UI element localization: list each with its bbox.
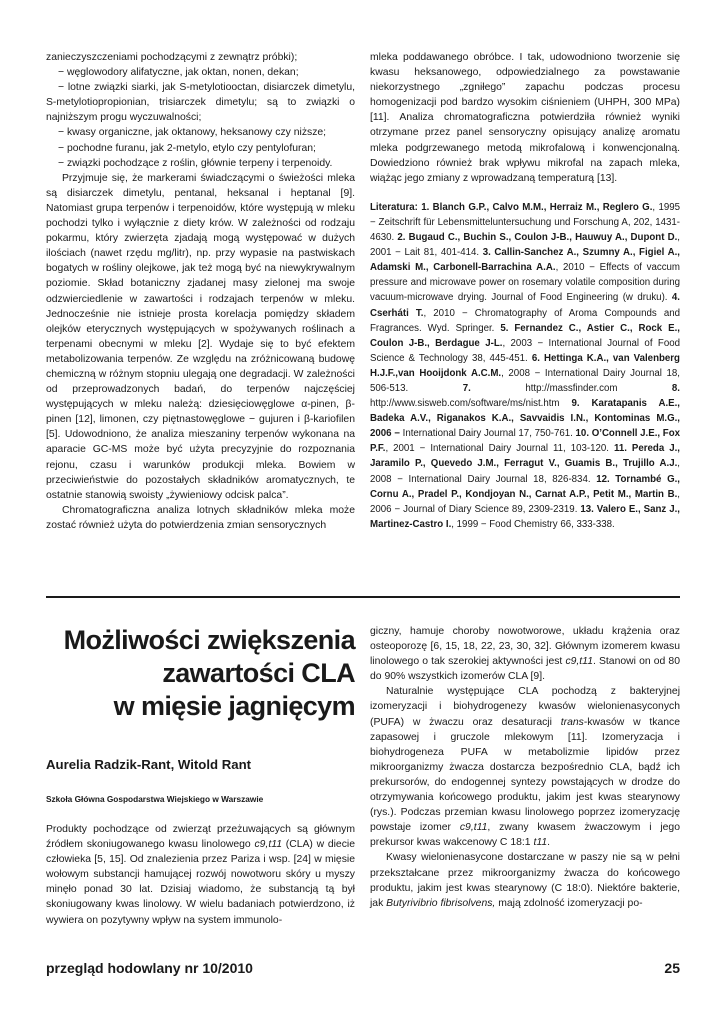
text: Naturalnie występujące CLA pochodzą z bakteryjnej izomeryzacji i biohydrogenezy kwasów wielonienasyconych (PUFA) w żwaczu oraz desaturacji [370, 686, 680, 728]
paragraph: mleka poddawanego obróbce. I tak, udowodniono tworzenie się kwasu heksanowego, odpowiedzialnego za powstawanie niekorzystnego „zgniłego” zapachu podczas procesu homogenizacji pod bardzo wysokim ciśnieniem (UHPH, 300 MPa) [11]. Analiza chromatograficzna potwierdziła również wyniki otrzymane przez panel sensoryczny opisujący analizę aromatu mleka podgrzewanego metodą mikrofalową i konwencjonalną. Dowiedziono również brak wpływu mikrofal na zapach mleka, wiążąc jego zmiany z wprowadzaną temperaturą [13]. [370, 52, 680, 184]
reference-authors: 4. Cserháti T. [370, 292, 680, 319]
article-title [55, 624, 355, 723]
reference-authors: 8. [671, 382, 681, 394]
column-3 [46, 822, 355, 928]
reference-text: http://massfinder.com [470, 382, 672, 394]
reference-text: , 2006 − Journal of Diary Science 89, 2309-2319. [370, 488, 680, 515]
list-item: − węglowodory alifatyczne, jak oktan, nonen, dekan; [58, 67, 299, 79]
text: giczny, hamuje choroby nowotworowe, układu krążenia oraz osteoporozę [6, 15, 18, 22, 23, 30, 32]. Głównym izomerem kwasu linolowego o tak szerokiej aktywności jest [370, 626, 680, 668]
reference-authors: 5. Fernandez C., Astier C., Rock E., Coulon J-B., Berdague J-L. [370, 322, 680, 349]
text-italic: trans [560, 716, 584, 728]
paragraph: Przyjmuje się, że markerami świadczącymi o świeżości mleka są disiarczek dimetylu, pentanal, heksanal i heptanal [9]. Natomiast grupa terpenów i terpenoidów, które występują w mleku pochodzi tylko i wyłącznie z diety krów. W zależności od rodzaju pokarmu, który zwierzęta zjadają mogą występować w dużych ilościach (nawet rzędu mg/litr), np. przy wypasie na pastwiskach bogatych w rośliny olejkowe, jak też mogą być na niewykrywalnym poziomie. Skład botaniczny zjadanej masy zielonej ma swoje odzwierciedlenie w zawartości i rodzajach terpenów w mleku. Jednocześnie nie istnieje prosta korelacja pomiędzy składem olejków eterycznych występujących w spożywanych roślinach a terpenami obecnymi w mleku [2]. Wydaje się to być efektem metabolizowania terpenów. Ze względu na zróżnicowaną budowę chemiczną w różnym stopniu ulegają one degradacji. W zależności od przeprowadzonych badań, do terpenów najczęściej występujących w mleku należą: dziesięciowęglowe α-pinen, β-pinen [12], limonen, czy piętnastowęglowe − gujuren i β-kariofilen [5]. Udowodniono, że analiza mieszaniny terpenów wykonana na aparacie GC-MS może być użyta precyzyjnie do rozpoznania rejonu, czasu i warunków produkcji mleka. Bowiem w przeciwieństwie do pozostałych składników aromatycznych, te ostatnie stanowią swoisty „żywieniowy odcisk palca”. [46, 172, 355, 501]
column-1 [46, 50, 355, 533]
reference-text: , 2001 − Lait 81, 401-414. [370, 232, 680, 259]
text-italic: c9,t11 [565, 656, 593, 668]
reference-authors: Literatura: 1. Blanch G.P., Calvo M.M., Herraiz M., Reglero G. [370, 201, 653, 213]
text: -kwasów w tkance zapasowej i gruczole mlekowym [11]. Izomeryzacja i biohydrogeneza PUFA w metabolizmie lipidów przez mikroorganizmy żwacza dostarcza bezpośrednio CLA, bądź ich prekursorów, do endogennej syntezy powstających w drodze do otrzymywania końcowego produktu, jakim jest kwas stearynowy (rys.). Podczas przemian kwasu linolowego poprzez izomeryzację powstaje izomer [370, 716, 680, 834]
reference-text: http://www.sisweb.com/software/ms/nist.htm [370, 398, 572, 410]
authors: Aurelia Radzik-Rant, Witold Rant [46, 757, 252, 772]
reference-text: International Dairy Journal 17, 750-761. [399, 428, 576, 440]
text-italic: Butyrivibrio fibrisolvens, [386, 897, 496, 909]
reference-text: , 1999 − Food Chemistry 66, 333-338. [451, 518, 615, 530]
text-italic: c9,t11 [254, 839, 282, 851]
column-4 [370, 624, 680, 911]
text: . [547, 837, 551, 849]
column-2 [370, 50, 680, 532]
paragraph [370, 684, 680, 850]
reference-text: , 2008 − International Dairy Journal 18, 826-834. [370, 458, 680, 485]
list-item: − pochodne furanu, jak 2-metylo, etylo czy pentylofuran; [58, 142, 316, 154]
reference-text: , 2003 − International Journal of Food Science & Technology 38, 445-451. [370, 337, 680, 364]
references [370, 200, 680, 532]
reference-authors: 3. Callin-Sanchez A., Szumny A., Figiel A., Adamski M., Carbonell-Barrachina A.A. [370, 247, 680, 274]
reference-authors: 10. O’Connell J.E., Fox P.F. [370, 428, 681, 455]
list-item: − związki pochodzące z roślin, głównie terpeny i terpenoidy. [58, 157, 333, 169]
affiliation: Szkoła Główna Gospodarstwa Wiejskiego w Warszawie [46, 794, 264, 804]
journal-name: przegląd hodowlany nr 10/2010 [46, 960, 253, 976]
text: (CLA) w diecie człowieka [5, 15]. Od znalezienia przez Pariza i wsp. [24] w mięsie wołowym substancji hamującej rozwój nowotworu skóry u myszy minęło ponad 30 lat. Dzisiaj wiadomo, że substancją tą był skoniugowany kwas linolowy. W wielu badaniach potwierdzono, iż wywiera on pozytywny wpływ na system immunolo- [46, 839, 355, 926]
list-item: − kwasy organiczne, jak oktanowy, heksanowy czy niższe; [58, 127, 327, 139]
title-line: zawartości CLA [162, 658, 355, 688]
text: Produkty pochodzące od zwierząt przeżuwających są głównym źródłem skoniugowanego kwasu linolowego [46, 824, 355, 851]
reference-authors: 9. Karatapanis A.E., Badeka A.V., Riganakos K.A., Savvaidis I.N., Kontominas M.G., 2006 − [370, 398, 680, 440]
reference-text: , 2010 − Effects of vaccum pressure and microwave power on rosemary volatile composition during vacuum-microwave drying. Journal of Food Engineering (w druku). [370, 262, 680, 304]
title-line: w mięsie jagnięcym [113, 691, 355, 721]
paragraph: Chromatograficzna analiza lotnych składników mleka może zostać również użyta do potwierdzenia zmian sensorycznych [46, 504, 355, 531]
reference-authors: 2. Bugaud C., Buchin S., Coulon J-B., Hauwuy A., Dupont D. [397, 232, 678, 244]
paragraph [370, 624, 680, 684]
reference-authors: 12. Tornambé G., Cornu A., Pradel P., Kondjoyan N., Carnat A.P., Petit M., Martin B. [370, 473, 680, 500]
paragraph [46, 822, 355, 928]
text: , zwany kwasem żwaczowym i jego prekursor kwas wakcenowy C 18:1 [370, 822, 680, 849]
reference-text: , 2010 − Chromatography of Aroma Compounds and Fragrances. Wyd. Springer. [370, 307, 680, 334]
list-item: − lotne związki siarki, jak S-metylotiooctan, disiarczek dimetylu, S-metylotiopropionian, trisiarczek dimetylu; są to związki o najniższym progu wyczuwalności; [46, 82, 355, 124]
paragraph: zanieczyszczeniami pochodzącymi z zewnątrz próbki); [46, 52, 298, 63]
section-divider [46, 596, 680, 598]
reference-text: , 2001 − International Dairy Journal 11, 103-120. [385, 443, 614, 455]
page-number: 25 [664, 960, 680, 976]
text: Kwasy wielonienasycone dostarczane w paszy nie są w pełni przekształcane przez mikroorganizmy żwacza do końcowego produktu, jakim jest kwas stearynowy (C 18:0). Niektóre bakterie, jak [370, 852, 680, 909]
text: mają zdolność izomeryzacji po- [495, 897, 643, 909]
reference-text: , 2008 − International Dairy Journal 18, 506-513. [370, 367, 680, 394]
reference-authors: 6. Hettinga K.A., van Valenberg H.J.F.,van Hooijdonk A.C.M. [370, 352, 680, 379]
reference-authors: 13. Valero E., Sanz J., Martinez-Castro I. [370, 503, 680, 530]
title-line: Możliwości zwiększenia [63, 625, 355, 655]
text-italic: t11 [533, 837, 548, 849]
paragraph [370, 850, 680, 910]
reference-text: , 1995 − Zeitschrift für Lebensmitteluntersuchung und Forschung A, 202, 1431-4630. [370, 201, 680, 244]
reference-authors: 7. [462, 382, 471, 394]
reference-authors: 11. Pereda J., Jaramilo P., Quevedo J.M., Ferragut V., Guamis B., Trujillo A.J. [370, 443, 680, 470]
text-italic: c9,t11 [459, 822, 488, 834]
text: . Stanowi on od 80 do 90% wszystkich izomerów CLA [9]. [370, 656, 680, 683]
